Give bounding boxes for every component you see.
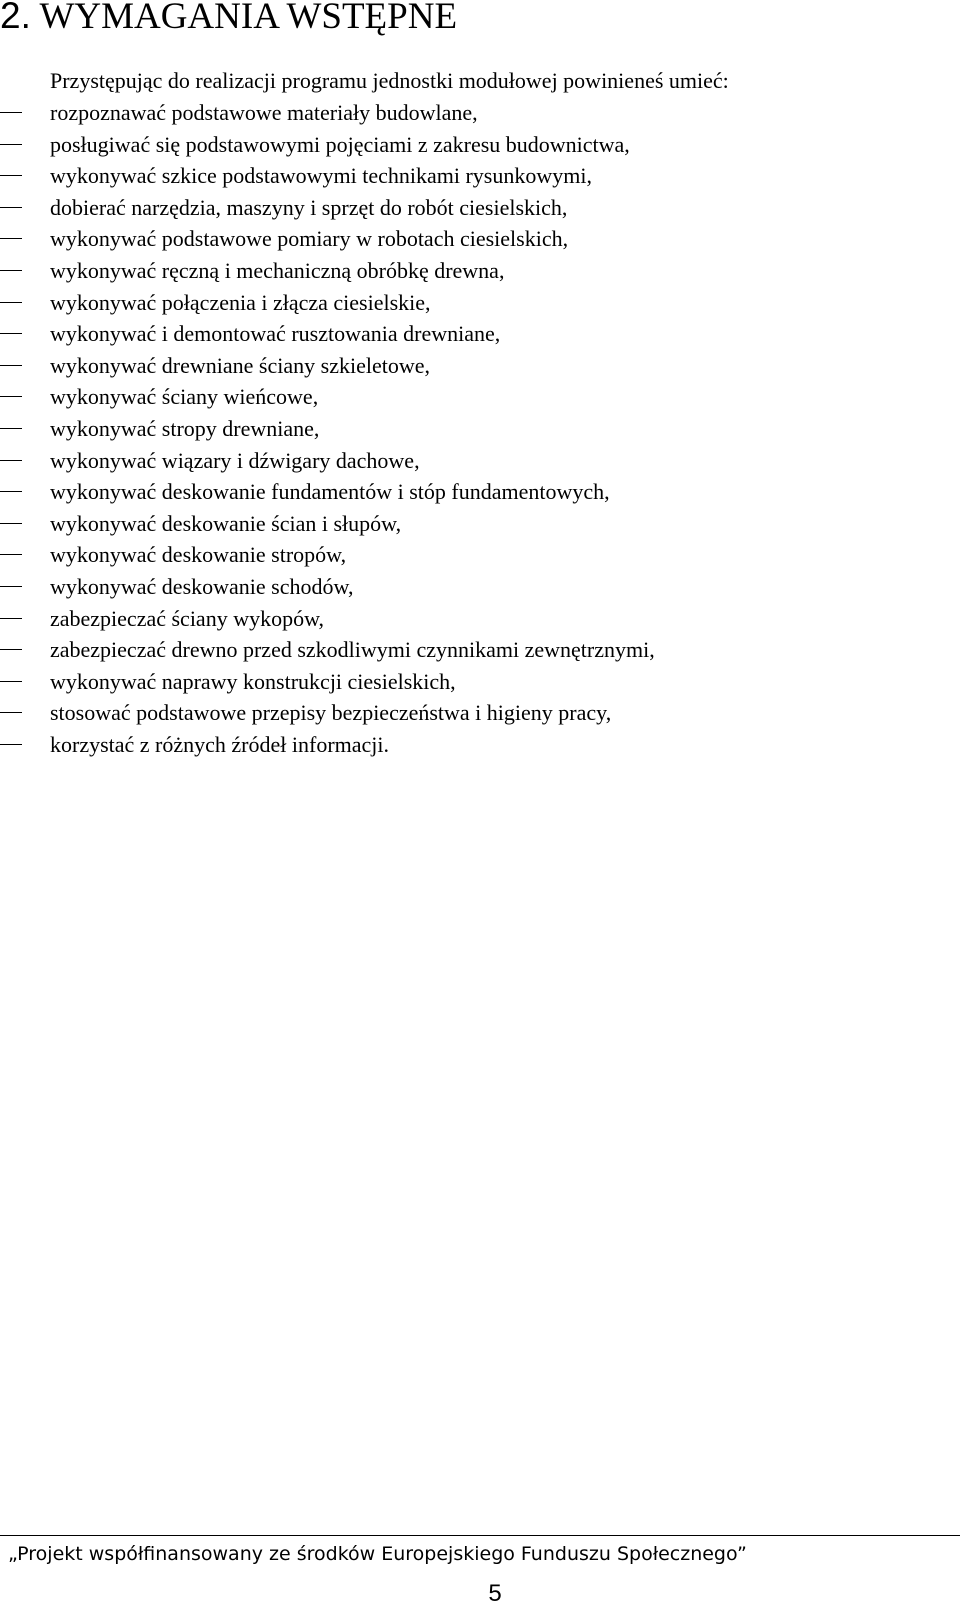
list-item-text: dobierać narzędzia, maszyny i sprzęt do robót ciesielskich, [50,194,568,220]
intro-paragraph: Przystępując do realizacji programu jednostki modułowej powinieneś umieć: [50,68,729,93]
dash-bullet-icon [0,554,22,555]
list-item-text: wykonywać ręczną i mechaniczną obróbkę drewna, [50,257,505,283]
dash-bullet-icon [0,586,22,587]
dash-bullet-icon [0,333,22,334]
dash-bullet-icon [0,302,22,303]
list-item-text: zabezpieczać ściany wykopów, [50,605,325,631]
list-item-text: wykonywać deskowanie ścian i słupów, [50,510,402,536]
list-item-text: zabezpieczać drewno przed szkodliwymi czynnikami zewnętrznymi, [50,637,655,663]
footer-divider [0,1535,960,1536]
list-item-text: korzystać z różnych źródeł informacji. [50,731,390,757]
dash-bullet-icon [0,681,22,682]
section-number: 2. [0,0,31,36]
section-title: WYMAGANIA WSTĘPNE [39,0,458,37]
dash-bullet-icon [0,396,22,397]
dash-bullet-icon [0,460,22,461]
dash-bullet-icon [0,207,22,208]
dash-bullet-icon [0,365,22,366]
list-item-text: wykonywać deskowanie schodów, [50,573,354,599]
page-number: 5 [488,1580,502,1607]
dash-bullet-icon [0,270,22,271]
dash-bullet-icon [0,428,22,429]
dash-bullet-icon [0,238,22,239]
list-item-text: posługiwać się podstawowymi pojęciami z zakresu budownictwa, [50,131,630,157]
list-item-text: wykonywać połączenia i złącza ciesielskie, [50,289,431,315]
dash-bullet-icon [0,744,22,745]
list-item-text: wykonywać wiązary i dźwigary dachowe, [50,447,420,473]
dash-bullet-icon [0,175,22,176]
list-item-text: rozpoznawać podstawowe materiały budowlane, [50,100,478,125]
dash-bullet-icon [0,618,22,619]
dash-bullet-icon [0,523,22,524]
footer-funding-note: „Projekt współfinansowany ze środków Europejskiego Funduszu Społecznego” [8,1543,747,1565]
list-item-text: wykonywać deskowanie stropów, [50,542,347,568]
dash-bullet-icon [0,649,22,650]
dash-bullet-icon [0,712,22,713]
list-item-text: stosować podstawowe przepisy bezpieczeństwa i higieny pracy, [50,700,612,726]
list-item-text: wykonywać deskowanie fundamentów i stóp fundamentowych, [50,479,610,505]
list-item-text: wykonywać ściany wieńcowe, [50,384,319,410]
dash-bullet-icon [0,112,22,113]
list-item-text: wykonywać drewniane ściany szkieletowe, [50,352,430,378]
list-item-text: wykonywać naprawy konstrukcji ciesielskich, [50,668,456,694]
list-item-text: wykonywać stropy drewniane, [50,415,320,441]
dash-bullet-icon [0,144,22,145]
section-heading [0,0,457,39]
list-item-text: wykonywać i demontować rusztowania drewniane, [50,321,501,347]
list-item-text: wykonywać szkice podstawowymi technikami rysunkowymi, [50,163,592,189]
list-item-text: wykonywać podstawowe pomiary w robotach ciesielskich, [50,226,569,252]
dash-bullet-icon [0,491,22,492]
